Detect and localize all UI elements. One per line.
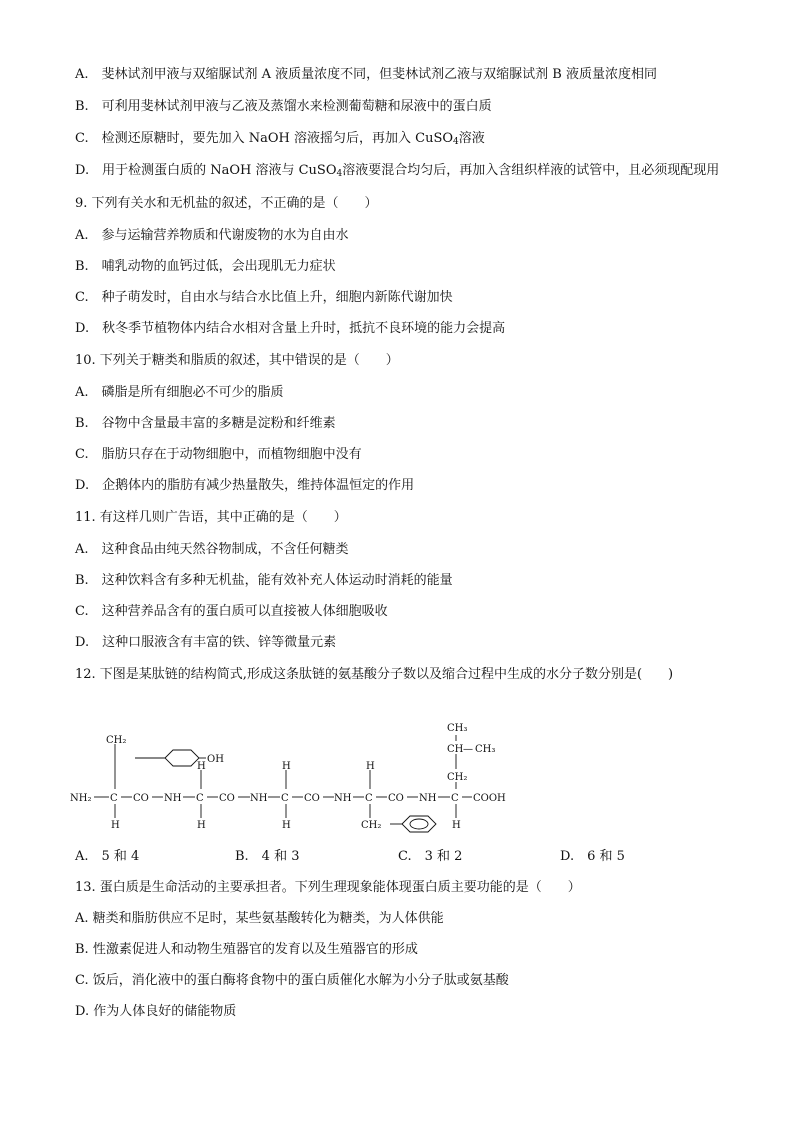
q13-option-d: D. 作为人体良好的储能物质 bbox=[75, 1004, 237, 1019]
q11-stem: 11. 有这样几则广告语，其中正确的是（ ） bbox=[75, 510, 347, 525]
q13-option-c: C. 饭后，消化液中的蛋白酶将食物中的蛋白质催化水解为小分子肽或氨基酸 bbox=[75, 973, 509, 988]
q9-option-a: A. 参与运输营养物质和代谢废物的水为自由水 bbox=[75, 228, 349, 243]
carbonyl-4: CO bbox=[388, 793, 404, 804]
amide-nh-1: NH bbox=[164, 793, 182, 804]
q10-option-b: B. 谷物中含量最丰富的多糖是淀粉和纤维素 bbox=[75, 416, 336, 431]
q8-option-a: A. 斐林试剂甲液与双缩脲试剂 A 液质量浓度不同，但斐林试剂乙液与双缩脲试剂 B 液质量浓度相同 bbox=[75, 67, 657, 82]
hydrogen-2-top: H bbox=[197, 761, 206, 772]
hydrogen-3-top: H bbox=[282, 761, 291, 772]
q8-option-c-text: C. 检测还原糖时，要先加入 NaOH 溶液摇匀后，再加入 CuSO bbox=[75, 131, 454, 146]
q8-option-c bbox=[75, 131, 485, 150]
bond-dash: — bbox=[463, 744, 473, 755]
carbonyl-1: CO bbox=[133, 793, 149, 804]
q8-option-d-text: D. 用于检测蛋白质的 NaOH 溶液与 CuSO bbox=[75, 163, 337, 178]
alpha-carbon-1: C bbox=[110, 793, 118, 804]
q13-stem: 13. 蛋白质是生命活动的主要承担者。下列生理现象能体现蛋白质主要功能的是（ ） bbox=[75, 880, 581, 895]
methine-label: CH bbox=[447, 744, 464, 755]
hydrogen-4-top: H bbox=[366, 761, 375, 772]
q12-option-a: A. 5 和 4 bbox=[75, 849, 140, 864]
carbonyl-3: CO bbox=[304, 793, 320, 804]
alpha-carbon-5: C bbox=[451, 793, 459, 804]
methyl-top: CH₃ bbox=[447, 723, 468, 734]
carboxyl-group-label: COOH bbox=[473, 793, 506, 804]
q9-option-d: D. 秋冬季节植物体内结合水相对含量上升时，抵抗不良环境的能力会提高 bbox=[75, 321, 506, 336]
q12-option-b: B. 4 和 3 bbox=[235, 849, 300, 864]
amide-nh-2: NH bbox=[250, 793, 268, 804]
q10-option-a: A. 磷脂是所有细胞必不可少的脂质 bbox=[75, 385, 284, 400]
q8-option-c-subscript: 4 bbox=[453, 137, 459, 147]
side-chain-ch2-4: CH₂ bbox=[361, 820, 382, 831]
hydrogen-5-bottom: H bbox=[452, 820, 461, 831]
q12-stem: 12. 下图是某肽链的结构简式,形成这条肽链的氨基酸分子数以及缩合过程中生成的水分子数分别是( ) bbox=[75, 667, 674, 682]
q11-option-a: A. 这种食品由纯天然谷物制成，不含任何糖类 bbox=[75, 542, 349, 557]
bond-lines bbox=[94, 735, 472, 832]
q8-option-d-subscript: 4 bbox=[336, 169, 343, 179]
q9-option-c: C. 种子萌发时，自由水与结合水比值上升，细胞内新陈代谢加快 bbox=[75, 290, 453, 305]
q9-stem: 9. 下列有关水和无机盐的叙述，不正确的是（ ） bbox=[75, 196, 378, 211]
hydrogen-2-bottom: H bbox=[197, 820, 206, 831]
q8-option-d bbox=[75, 163, 719, 182]
methyl-right: CH₃ bbox=[475, 744, 496, 755]
hydroxyl-label: OH bbox=[207, 754, 224, 765]
peptide-structure-diagram bbox=[70, 718, 530, 838]
alpha-carbon-4: C bbox=[365, 793, 373, 804]
q12-option-d: D. 6 和 5 bbox=[560, 849, 625, 864]
side-chain-ch2-1: CH₂ bbox=[106, 735, 127, 746]
q10-option-d: D. 企鹅体内的脂肪有减少热量散失，维持体温恒定的作用 bbox=[75, 478, 415, 493]
q8-option-d-tail: 溶液要混合均匀后，再加入含组织样液的试管中，且必须现配现用 bbox=[342, 163, 720, 178]
q13-option-b: B. 性激素促进人和动物生殖器官的发育以及生殖器官的形成 bbox=[75, 942, 418, 957]
q11-option-c: C. 这种营养品含有的蛋白质可以直接被人体细胞吸收 bbox=[75, 604, 388, 619]
amide-nh-4: NH bbox=[419, 793, 437, 804]
alpha-carbon-2: C bbox=[196, 793, 204, 804]
q10-option-c: C. 脂肪只存在于动物细胞中，而植物细胞中没有 bbox=[75, 447, 362, 462]
alpha-carbon-3: C bbox=[281, 793, 289, 804]
carbonyl-2: CO bbox=[219, 793, 235, 804]
amino-group-label: NH₂ bbox=[70, 793, 92, 804]
q8-option-b: B. 可利用斐林试剂甲液与乙液及蒸馏水来检测葡萄糖和尿液中的蛋白质 bbox=[75, 99, 492, 114]
q9-option-b: B. 哺乳动物的血钙过低，会出现肌无力症状 bbox=[75, 259, 336, 274]
hydrogen-1-bottom: H bbox=[111, 820, 120, 831]
q12-option-c: C. 3 和 2 bbox=[398, 849, 463, 864]
q11-option-d: D. 这种口服液含有丰富的铁、锌等微量元素 bbox=[75, 635, 337, 650]
q8-option-c-tail: 溶液 bbox=[458, 131, 485, 146]
hydrogen-3-bottom: H bbox=[282, 820, 291, 831]
amide-nh-3: NH bbox=[334, 793, 352, 804]
q13-option-a: A. 糖类和脂肪供应不足时，某些氨基酸转化为糖类，为人体供能 bbox=[75, 911, 444, 926]
q10-stem: 10. 下列关于糖类和脂质的叙述，其中错误的是（ ） bbox=[75, 353, 399, 368]
q11-option-b: B. 这种饮料含有多种无机盐，能有效补充人体运动时消耗的能量 bbox=[75, 573, 453, 588]
side-chain-ch2-5: CH₂ bbox=[447, 772, 468, 783]
